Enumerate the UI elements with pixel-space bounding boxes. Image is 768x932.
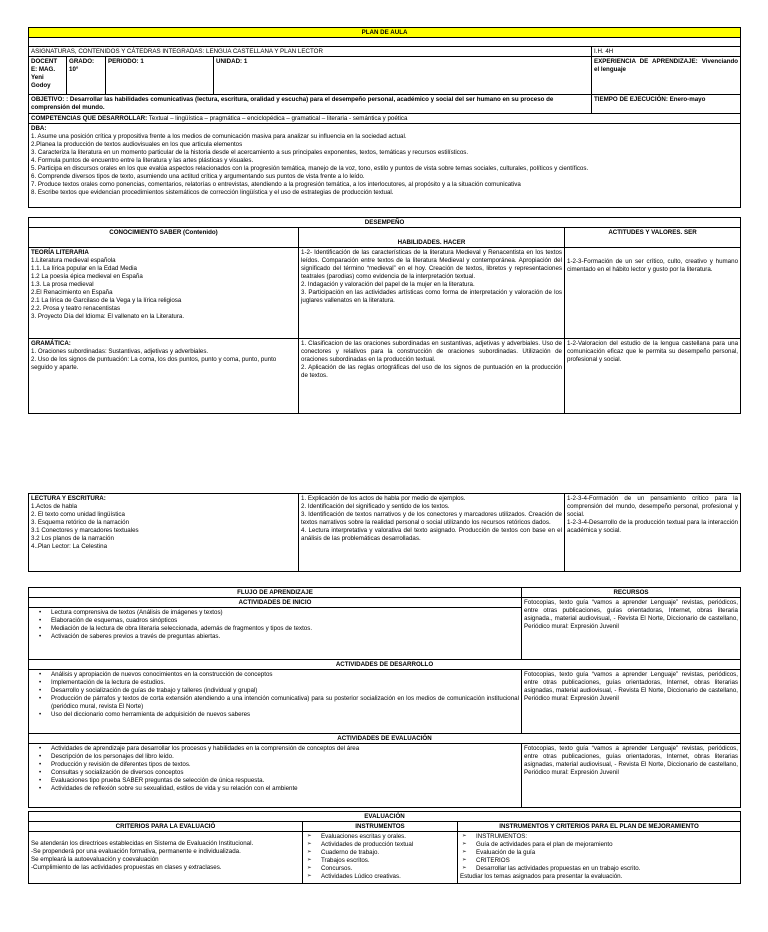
dba-item: 6. Comprende diversos tipos de texto, asumiendo una actitud crítica y argumentando sus puntos de vista frente a lo leído. [31,173,365,181]
competencias-label: COMPETENCIAS QUE DESARROLLAR: [31,114,148,122]
saber-header: CONOCIMIENTO SABER (Contenido) [29,228,299,248]
ser-cell-gramatica [565,339,741,414]
list-item: • Mediación de la lectura de obra literaria seleccionada, además de fragmentos y tipos de textos. [31,625,519,633]
dba-item: 3. Caracteriza la literatura en un momento particular de la historia desde el acercamiento a sus principales exponentes, textos, temáticas y recursos estilísticos. [31,148,469,156]
saber-item: 1.Actos de habla [31,502,78,510]
evaluacion-header: EVALUACIÓN [29,812,741,822]
saber-item: 1.2 La poesía épica medieval en España [31,272,143,280]
saber-item: 3.2 Los planos de la narración [31,534,114,542]
ser-header: ACTITUDES Y VALORES. SER [565,228,741,248]
dba-item: 5. Participa en discursos orales en los que evalúa aspectos relacionados con la progresión temática, manejo de la voz, tono, estilo y puntos de vista sobre temas sociales, culturales, políticos y científicos. [31,165,589,172]
list-item: • Implementación de la lectura de estudios. [31,679,519,687]
competencias-text: Textual – lingüística – pragmática – enciclopédica – gramatical – literaria - semántica y poética [147,114,408,122]
list-item: ➢ INSTRUMENTOS: [460,833,738,841]
list-item: ➢ Desarrollar las actividades propuestas en un trabajo escrito. [460,865,738,873]
recursos-desarrollo: Fotocopias, texto guía “vamos a aprender Lenguaje” revistas, periódicos, entre otras publicaciones, guías orientadoras, Internet, obras literarias asignadas, material audiovisual, - Revista El Norte, Diccionario de castellano, Periódico mural: Expresión Juvenil [522,670,741,734]
desempeno-table [28,217,741,414]
dba-item: 7. Produce textos orales como ponencias, comentarios, relatorías o entrevistas, atendiendo a la progresión temática, a los interlocutores, al propósito y a la situación comunicativa [31,181,521,189]
hacer-cell-teoria [299,248,565,339]
hacer-item: 2. Indagación y valoración del papel de la mujer en la literatura. [301,280,475,288]
list-item: • Actividades de aprendizaje para desarrollar los procesos y habilidades en la comprensión de conceptos del área [31,745,519,753]
inicio-header: ACTIVIDADES DE INICIO [29,598,522,608]
list-item: • Análisis y apropiación de nuevos conocimientos en la construcción de conceptos [31,671,519,679]
hacer-item: 1. Explicación de los actos de habla por medio de ejemplos. [301,494,466,502]
ser-item: 1-2-Valoracion del estudio de la lengua castellana para una comunicación eficaz que le permita su desempeño personal, profesional y social. [567,339,739,363]
page-title: PLAN DE AULA [29,28,741,38]
criterio-item: -Cumplimiento de las actividades propuestas en clases y extraclases. [31,864,222,872]
saber-item: 3. Esquema retórico de la narración [31,518,130,526]
list-item: • Activación de saberes previos a través de preguntas abiertas. [31,633,519,641]
mejoramiento-list [460,833,738,873]
evaluacion-list-cell [29,744,522,808]
evaluacion-table [28,811,741,884]
recursos-inicio: Fotocopias, texto guía “vamos a aprender Lenguaje” revistas, periódicos, entre otras publicaciones, guías orientadoras, Internet, obras literaria asignada., material audiovisual, - Revista El Norte, Diccionario de castellano, Periódico mural: Expresión Juvenil [522,598,741,660]
criterios-cell [29,832,303,884]
list-item: ➢ Cuaderno de trabajo. [305,849,455,857]
evaluacion-act-header: ACTIVIDADES DE EVALUACIÓN [29,734,741,744]
criterios-header: CRITERIOS PARA LA EVALUACIÓ [29,822,303,832]
saber-item: 2.2. Prosa y teatro renacentistas [31,305,121,312]
saber-item: 3. Proyecto Día del Idioma: El vallenato en la Literatura. [31,313,185,321]
periodo-cell: PERIODO: 1 [106,57,214,95]
mejoramiento-header: INSTRUMENTOS Y CRITERIOS PARA EL PLAN DE MEJORAMIENTO [458,822,741,832]
hacer-header: HABILIDADES. HACER [299,228,565,248]
saber-item: 2. El texto como unidad lingüística [31,510,125,518]
saber-item: 1. Oraciones subordinadas: Sustantivas, adjetivas y adverbiales. [31,347,209,355]
hacer-item: 3. Participación en las actividades artísticas como forma de interpretación y valoración de los juglares vallenatos en la literatura. [301,288,562,304]
ser-item: 1-2-3-4-Formación de un pensamiento crítico para la comprensión del mundo, desempeño personal, profesional y social. [567,494,738,518]
ser-cell-lectura [565,494,741,572]
hacer-cell-gramatica [299,339,565,414]
saber-heading: LECTURA Y ESCRITURA: [31,494,106,502]
recursos-evaluacion: Fotocopias, texto guía “vamos a aprender Lenguaje” revistas, periódicos, entre otras publicaciones, guías orientadoras, Internet, obras literarias asignadas, material audiovisual, - Revista El Norte, Diccionario de castellano, Periódico mural: Expresión Juvenil [522,744,741,808]
grado-cell: GRADO: 10° [67,57,106,95]
objetivo-label: OBJETIVO: : [31,95,69,103]
dba-item: 8. Escribe textos que evidencian procedimientos sistemáticos de corrección lingüística y el uso de estrategias de producción textual. [31,189,394,197]
tiempo-cell: TIEMPO DE EJECUCIÓN: Enero-mayo [592,95,741,114]
list-item: • Evaluaciones tipo prueba SABER preguntas de selección de única respuesta. [31,777,519,785]
saber-item: 1.Literatura medieval española [31,256,116,264]
list-item: • Descripción de los personajes del libro leído. [31,753,519,761]
ser-cell-teoria [565,248,741,339]
intensidad-horaria: I.H. 4H [592,47,741,57]
list-item: • Lectura comprensiva de textos (Análisis de imágenes y textos) [31,609,519,617]
experiencia-cell: EXPERIENCIA DE APRENDIZAJE: Vivenciando el lenguaje [592,57,741,95]
hacer-cell-lectura [299,494,565,572]
saber-item: 4..Plan Lector: La Celestina [31,542,108,550]
saber-item: 2.1 La lírica de Garcilaso de la Vega y la lírica religiosa [31,296,182,304]
list-item: • Elaboración de esquemas, cuadros sinópticos [31,617,519,625]
list-item: • Producción de párrafos y textos de corta extensión atendiendo a una intención comunicativa) para su posterior socialización en los medios de comunicación institucional (periódico mural, revista El Norte) [31,695,519,711]
saber-heading: GRAMÁTICA: [31,339,71,347]
objetivo-text: Desarrollar las habilidades comunicativas (lectura, escritura, oralidad y escucha) para el desempeño personal, académico y social del ser humano en su proceso de comprensión del mundo. [31,95,554,111]
flujo-table [28,587,741,808]
inicio-list [31,609,519,641]
desempeno-label: DESEMPEÑO [29,218,741,228]
dba-item: 2.Planea la producción de textos audiovisuales en los que articula elementos [31,140,243,148]
ser-item: 1-2-3-Formación de un ser crítico, culto, creativo y humano cimentado en el hábito lector y gusto por la literatura. [567,258,739,274]
hacer-item: 1-2- Identificación de las características de la literatura Medieval y Renacentista en los textos leídos. Comparación entre textos de la literatura Medieval y contemporánea. Apropiación del significado del término “medieval” en el hoy. Creación de textos, libretos y representaciones teatrales (parodias) como evidencia de la interpretación textual. [301,248,562,280]
desarrollo-list [31,671,519,719]
list-item: ➢ Evaluación de la guía [460,849,738,857]
list-item: • Desarrollo y socialización de guías de trabajo y talleres (individual y grupal) [31,687,519,695]
saber-cell-teoria [29,248,299,339]
saber-cell-gramatica [29,339,299,414]
saber-item: 1.3. La prosa medieval [31,280,94,288]
list-item: ➢ Actividades de producción textual [305,841,455,849]
hacer-item: 1. Clasificacion de las oraciones subordinadas en sustantivas, adjetivas y adverbiales. Uso de conectores y relativos para la construcción de oraciones subordinadas. Utilización de oraciones subordinadas en la producción textual. [301,339,562,363]
list-item: ➢ Concursos. [305,865,455,873]
list-item: ➢ CRITERIOS [460,857,738,865]
desarrollo-list-cell [29,670,522,734]
ser-item: 1-2-3-4-Desarrollo de la producción textual para la interacción académica y social. [567,518,738,534]
list-item: • Uso del diccionario como herramienta de adquisición de nuevos saberes [31,711,519,719]
mejoramiento-final: Estudiar los temas asignados para presentar la evaluación. [460,872,623,880]
desarrollo-header: ACTIVIDADES DE DESARROLLO [29,660,741,670]
list-item: ➢ Actividades Lúdico creativas. [305,873,455,881]
dba-label: DBA: [31,124,47,132]
list-item: ➢ Trabajos escritos. [305,857,455,865]
instrumentos-list [305,833,455,881]
dba-item: 4. Formula puntos de encuentro entre la literatura y las artes plásticas y visuales. [31,156,254,164]
hacer-item: 4. Lectura interpretativa y valorativa del texto asignado. Producción de textos con base en el análisis de las problemáticas desarrolladas. [301,526,562,542]
unidad-cell: UNIDAD: 1 [214,57,592,95]
list-item: • Consultas y socialización de diversos conceptos [31,769,519,777]
docente-cell: DOCENT E: MAG. Yeni Godoy [29,57,67,95]
lectura-table [28,493,741,572]
flujo-header: FLUJO DE APRENDIZAJE [29,588,522,598]
asignaturas-cell: ASIGNATURAS, CONTENIDOS Y CÁTEDRAS INTEGRADAS: LENGUA CASTELLANA Y PLAN LECTOR [29,47,592,57]
hacer-item: 3. Identificación de textos narrativos y de los conectores y marcadores utilizados. Creación de textos narrativos sobre la realidad personal o social utilizando los recursos retóricos dados. [301,510,562,526]
criterio-item: -Se propenderá por una evaluación formativa, permanente e individualizada. [31,848,241,856]
mejoramiento-cell [458,832,741,884]
spacer-row [29,38,741,47]
saber-cell-lectura [29,494,299,572]
recursos-header: RECURSOS [522,588,741,598]
hacer-item: 2. Aplicación de las reglas ortográficas del uso de los signos de puntuación en la producción de textos. [301,363,562,379]
saber-item: 2. Uso de los signos de puntuación: La coma, los dos puntos, punto y coma, punto, punto seguido y aparte. [31,355,277,371]
hacer-item: 2. Identificación del significado y sentido de los textos. [301,502,450,510]
list-item: ➢ Guía de actividades para el plan de mejoramiento [460,841,738,849]
plan-table-top [28,27,741,208]
instrumentos-cell [303,832,458,884]
dba-item: 1. Asume una posición crítica y propositiva frente a los medios de comunicación masiva para analizar su influencia en la sociedad actual. [31,132,407,140]
instrumentos-header: INSTRUMENTOS [303,822,458,832]
dba-cell [29,124,741,208]
list-item: • Actividades de reflexión sobre su sexualidad, estilos de vida y su relación con el ambiente [31,785,519,793]
objetivo-cell [29,95,592,114]
saber-heading: TEORÍA LITERARIA [31,248,89,256]
competencias-cell [29,114,741,124]
saber-item: 2.El Renacimiento en España [31,288,113,296]
criterio-item: Se empleará la autoevaluación y coevaluación [31,856,159,864]
evaluacion-list [31,745,519,793]
list-item: • Producción y revisión de diferentes tipos de textos. [31,761,519,769]
saber-item: 3.1 Conectores y marcadores textuales [31,526,139,534]
criterio-item: Se atenderán los directrices establecidas en Sistema de Evaluación Institucional. [31,840,254,848]
saber-item: 1.1. La lírica popular en la Edad Media [31,264,137,272]
inicio-list-cell [29,608,522,660]
list-item: ➢ Evaluaciones escritas y orales. [305,833,455,841]
